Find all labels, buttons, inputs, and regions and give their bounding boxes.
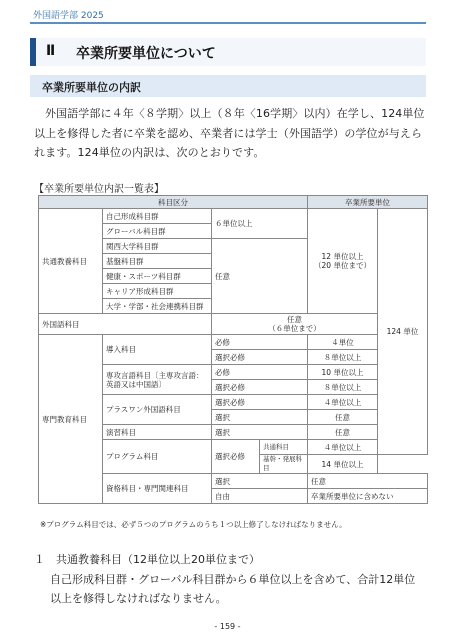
table-row: [39, 314, 428, 335]
section-title: 卒業所要単位の内訳: [42, 81, 141, 94]
requirement: 必修: [212, 335, 308, 350]
general-item: 大学・学部・社会連携科目群: [103, 299, 212, 314]
subcategory: 共通科目: [260, 440, 308, 455]
general-item: キャリア形成科目群: [103, 284, 212, 299]
units: ４単位以上: [308, 440, 378, 455]
general-item: 基盤科目群: [103, 254, 212, 269]
major-plus1-name: プラスワン外国語科目: [103, 395, 212, 425]
requirement: 選択必修: [212, 440, 260, 474]
requirement: 選択必修: [212, 380, 308, 395]
general-total: 12 単位以上 （20 単位まで）: [308, 209, 378, 314]
major-core-name: 専攻言語科目〔主専攻言語：英語又は中国語〕: [103, 365, 212, 395]
table-caption: 【卒業所要単位内訳一覧表】: [34, 184, 164, 195]
subsection-heading: １ 共通教養科目（12単位以上20単位まで）: [34, 553, 260, 566]
general-item: 関西大学科目群: [103, 239, 212, 254]
general-item: 自己形成科目群: [103, 209, 212, 224]
general-group1-units: ６単位以上: [212, 209, 308, 239]
units: ４単位: [308, 335, 378, 350]
table-header-row: [39, 196, 428, 209]
units: ８単位以上: [308, 350, 378, 365]
general-item: グローバル科目群: [103, 224, 212, 239]
units: 14 単位以上: [308, 455, 378, 474]
chapter-title: 卒業所要単位について: [76, 46, 216, 62]
general-item: 健康・スポーツ科目群: [103, 269, 212, 284]
section-heading: [30, 75, 426, 97]
intro-paragraph: 外国語学部に４年〈８学期〉以上（８年〈16学期〉以内）在学し、124単位以上を修得した者に卒業を認め、卒業者には学士（外国語学）の学位が与えられます。124単位の内訳は、次のとおりです。: [34, 107, 425, 159]
requirement: 選択: [212, 474, 308, 489]
units: 任意: [308, 410, 378, 425]
grand-total: 124 単位: [378, 209, 428, 455]
major-program-name: プログラム科目: [103, 440, 212, 474]
units: 任意: [308, 425, 378, 440]
chapter-number: Ⅱ: [46, 43, 56, 59]
units: ８単位以上: [308, 380, 378, 395]
credit-table: [38, 195, 428, 504]
header-label: 外国語学部 2025: [33, 11, 104, 21]
table-row: [39, 335, 428, 350]
major-label: 専門教育科目: [39, 335, 103, 504]
requirement: 選択: [212, 425, 308, 440]
major-intro-name: 導入科目: [103, 335, 212, 365]
requirement: 選択: [212, 410, 308, 425]
subsection-body: 自己形成科目群・グローバル科目群から６単位以上を含めて、合計12単位以上を修得しなければなりません。: [50, 573, 416, 605]
page-number: - 159 -: [214, 622, 241, 631]
header-category: 科目区分: [39, 196, 308, 209]
requirement: 必修: [212, 365, 308, 380]
units: 10 単位以上: [308, 365, 378, 380]
chapter-heading: [30, 38, 426, 66]
general-group2-units: 任意: [212, 239, 308, 314]
units: 任意: [308, 474, 428, 489]
table-row: [39, 209, 428, 224]
foreign-label: 外国語科目: [39, 314, 212, 335]
header-required: 卒業所要単位: [308, 196, 428, 209]
header-rule: [30, 22, 426, 24]
requirement: 選択必修: [212, 395, 308, 410]
major-qual-name: 資格科目・専門関連科目: [103, 474, 212, 504]
subcategory: 基幹・発展科目: [260, 455, 308, 474]
units: 卒業所要単位に含めない: [308, 489, 428, 504]
major-seminar-name: 演習科目: [103, 425, 212, 440]
units: ４単位以上: [308, 395, 378, 410]
foreign-units: 任意 （６単位まで）: [212, 314, 378, 335]
requirement: 選択必修: [212, 350, 308, 365]
requirement: 自由: [212, 489, 308, 504]
general-label: 共通教養科目: [39, 209, 103, 314]
footnote: ※プログラム科目では、必ず５つのプログラムのうち１つ以上修了しなければなりません。: [40, 520, 347, 529]
